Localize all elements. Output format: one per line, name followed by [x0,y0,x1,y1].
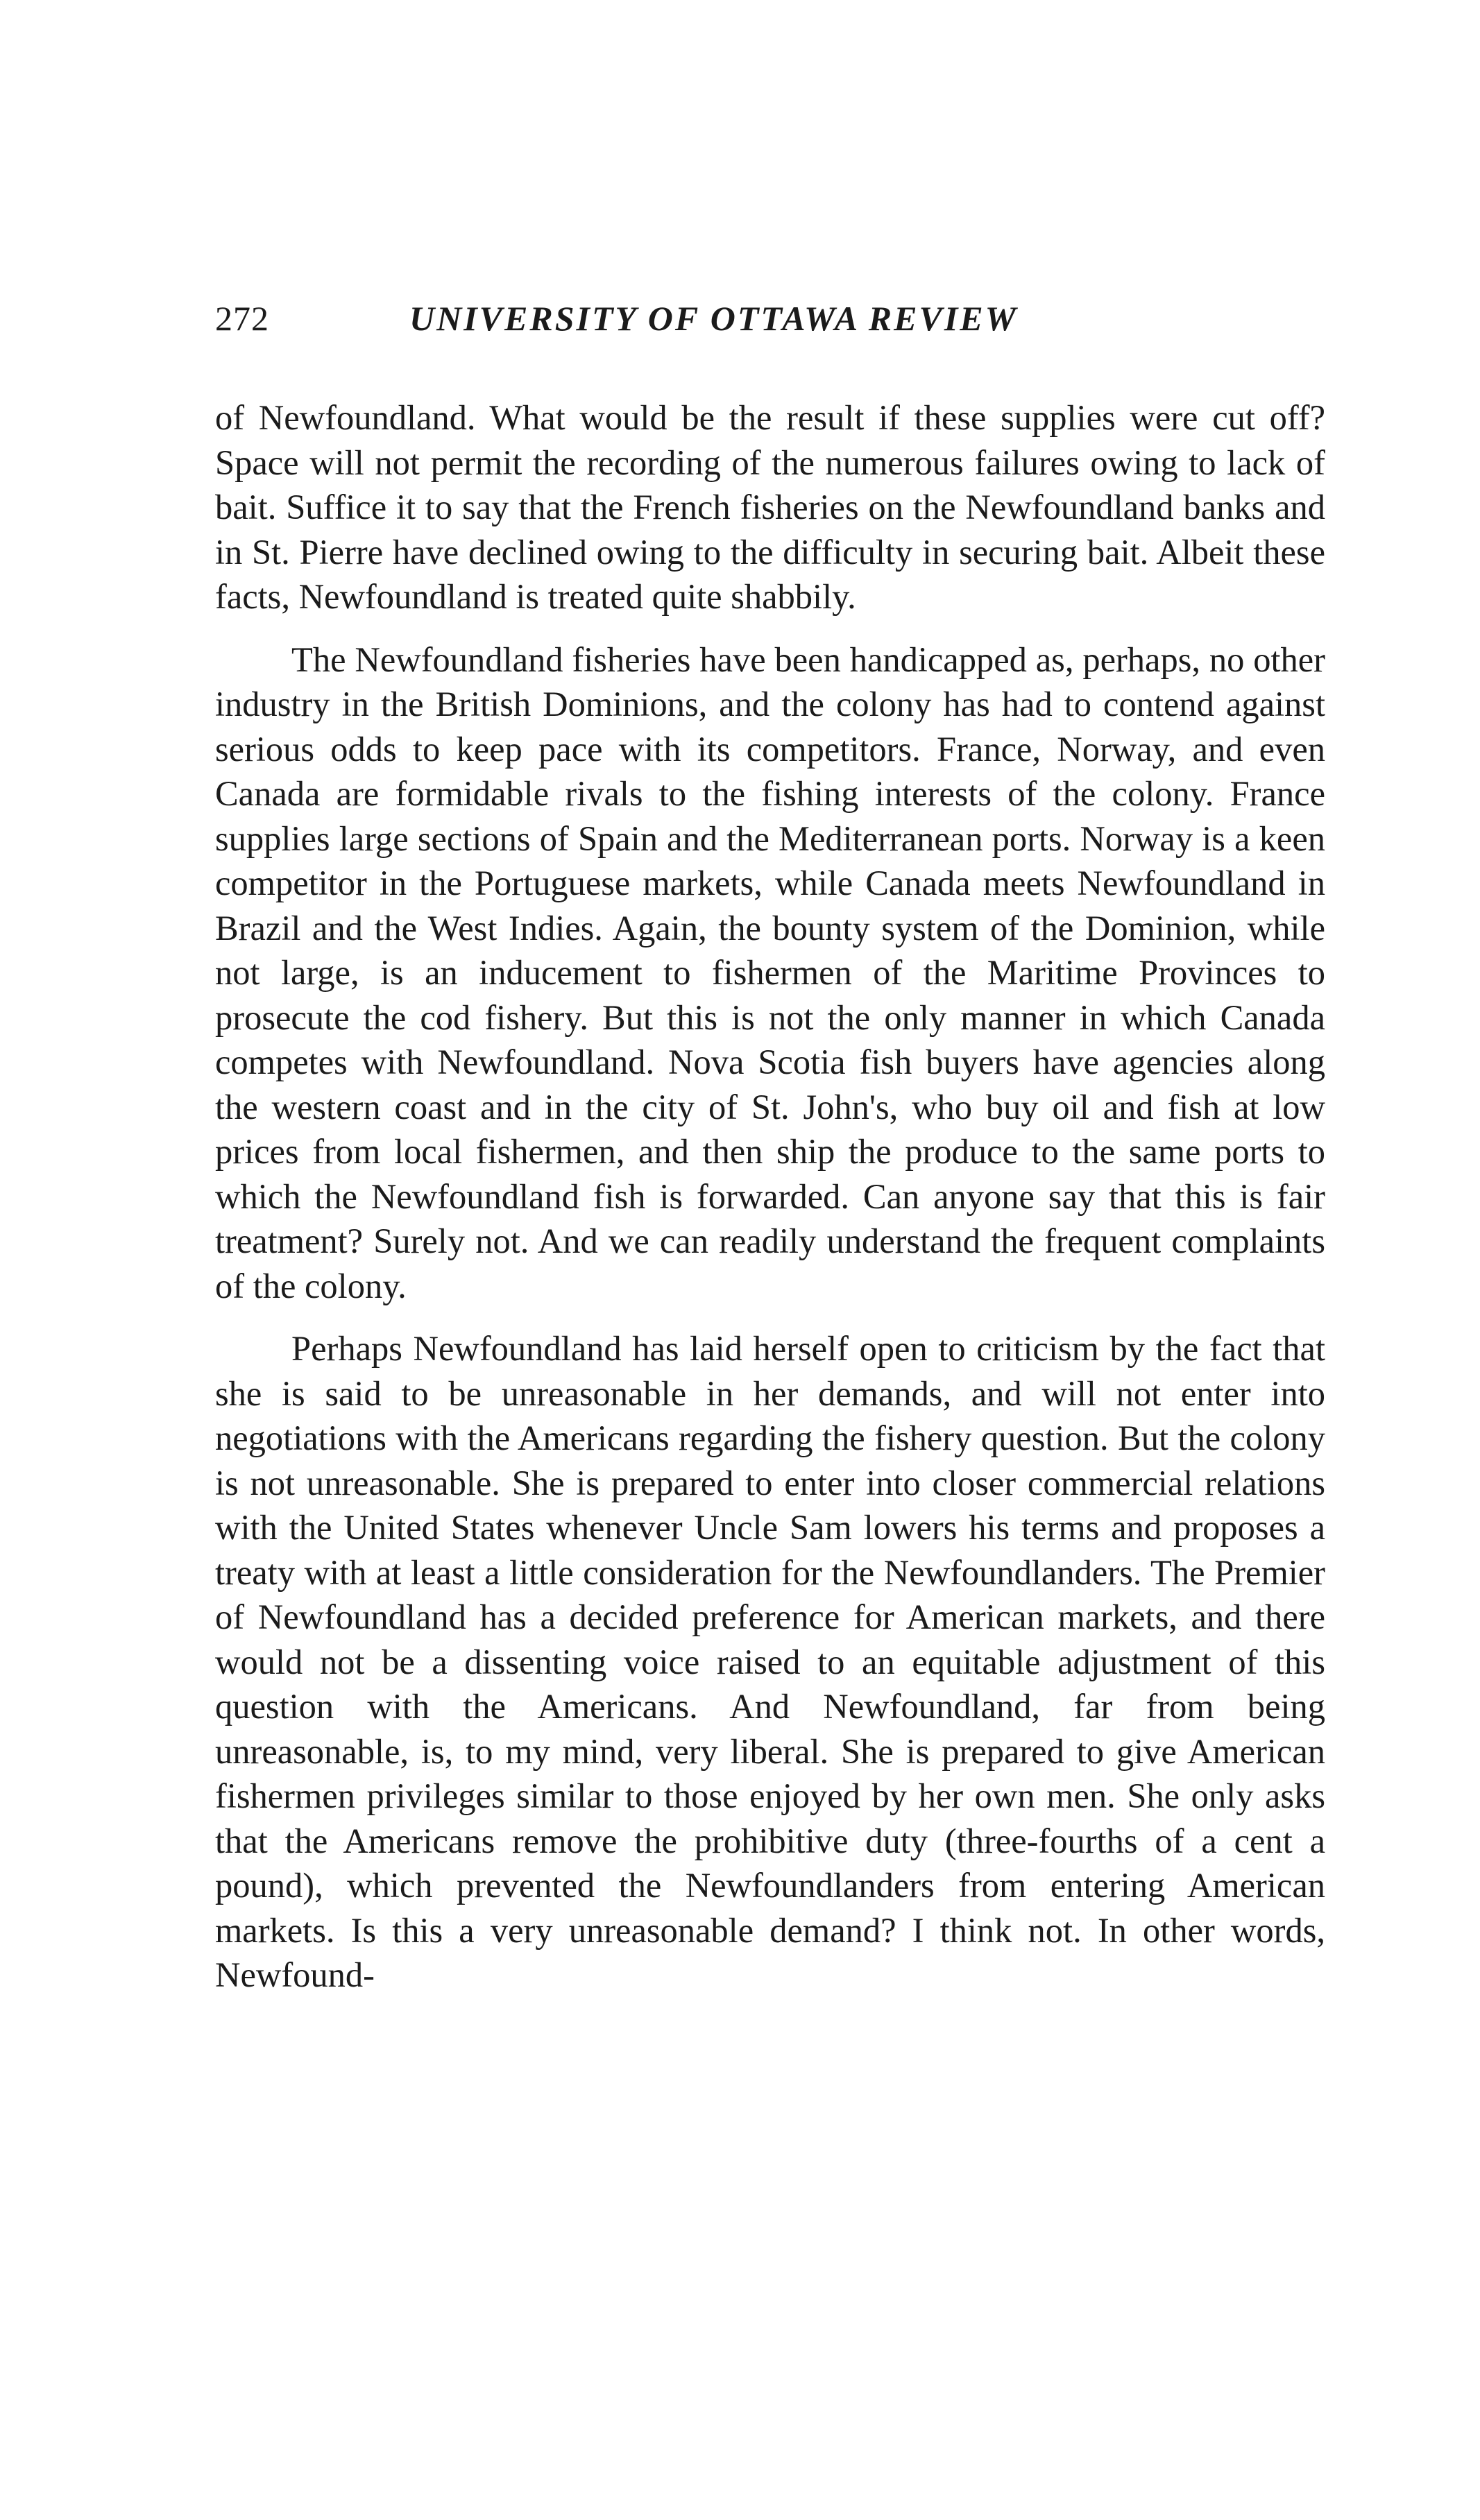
paragraph-negotiations: Perhaps Newfoundland has laid herself open to criticism by the fact that she is said to be unreasonable in her demands, and will not enter into negotiations with the Americans regarding the fishery question. But the colony is not unreasonable. She is prepared to enter into closer commercial relations with the United States whenever Uncle Sam lowers his terms and proposes a treaty with at least a little consideration for the Newfoundlanders. The Premier of Newfoundland has a decided preference for American markets, and there would not be a dissenting voice raised to an equitable adjustment of this question with the Americans. And Newfoundland, far from being unreasonable, is, to my mind, very liberal. She is prepared to give American fishermen privileges similar to those enjoyed by her own men. She only asks that the Americans remove the prohibitive duty (three-fourths of a cent a pound), which prevented the Newfoundlanders from entering American markets. Is this a very unreasonable demand? I think not. In other words, Newfound- [215,1329,1325,1994]
page-number: 272 [215,299,269,338]
document-page [215,298,1325,2407]
paragraph-fisheries-competition: The Newfoundland fisheries have been handicapped as, perhaps, no other industry in the British Dominions, and the colony has had to contend against serious odds to keep pace with its competitors. France, Norway, and even Canada are formidable rivals to the fishing interests of the colony. France supplies large sections of Spain and the Mediterranean ports. Norway is a keen competitor in the Portuguese markets, while Canada meets Newfoundland in Brazil and the West Indies. Again, the bounty system of the Dominion, while not large, is an inducement to fishermen of the Maritime Provinces to prosecute the cod fishery. But this is not the only manner in which Canada competes with Newfoundland. Nova Scotia fish buyers have agencies along the western coast and in the city of St. John's, who buy oil and fish at low prices from local fishermen, and then ship the produce to the same ports to which the Newfoundland fish is forwarded. Can anyone say that this is fair treatment? Surely not. And we can readily understand the frequent complaints of the colony. [215,640,1325,1305]
running-head [215,298,1325,347]
paragraph-continuation: of Newfoundland. What would be the result if these supplies were cut off? Space will not permit the recording of the numerous failures owing to lack of bait. Suffice it to say that the French fisheries on the Newfoundland banks and in St. Pierre have declined owing to the difficulty in securing bait. Albeit these facts, Newfoundland is treated quite shabbily. [215,398,1325,616]
journal-title: UNIVERSITY OF OTTAWA REVIEW [409,299,1019,338]
